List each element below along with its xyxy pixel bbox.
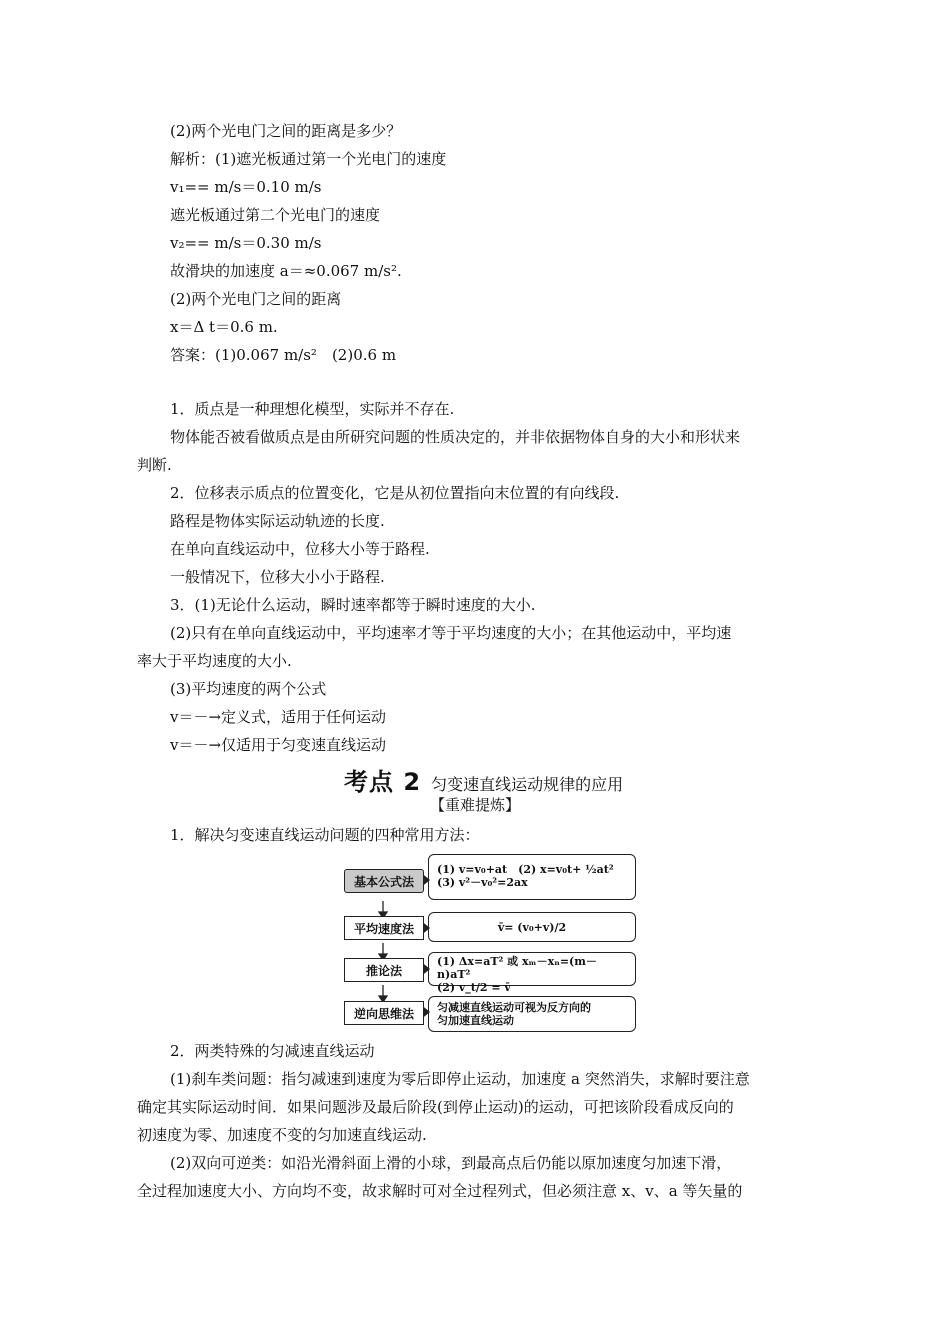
formula-text: 匀减速直线运动可视为反方向的	[437, 1001, 591, 1014]
formula-text: v̄= (v₀+v)/2	[497, 920, 567, 934]
formula-text: (1) v=v₀+at (2) x=v₀t+ ½at²	[437, 863, 614, 876]
text-line: (2)两个光电门之间的距离	[170, 290, 342, 308]
formula-text: (2) v_t/2 = v̄	[437, 981, 511, 994]
text-line: (3)平均速度的两个公式	[170, 680, 327, 698]
formula-box-average	[428, 912, 636, 942]
formula-text: (3) v²－v₀²=2ax	[437, 876, 528, 889]
text-line: 2．两类特殊的匀减速直线运动	[170, 1042, 375, 1060]
formula-line: v＝－→仅适用于匀变速直线运动	[170, 736, 387, 754]
section-heading	[344, 762, 623, 794]
text-line: (2)双向可逆类：如沿光滑斜面上滑的小球，到最高点后仍能以原加速度匀加速下滑，	[170, 1154, 732, 1172]
text-line: x＝Δ t＝0.6 m.	[170, 318, 278, 336]
text-line: 解析：(1)遮光板通过第一个光电门的速度	[170, 150, 447, 168]
text-line: (1)刹车类问题：指匀减速到速度为零后即停止运动，加速度 a 突然消失，求解时要注意	[170, 1070, 750, 1088]
formula-text: (1) Δx=aT² 或 xₘ－xₙ=(m－n)aT²	[437, 955, 597, 981]
method-label-basic-formula: 基本公式法	[344, 869, 424, 893]
formula-box-reverse	[428, 996, 636, 1032]
text-line: 一般情况下，位移大小小于路程.	[170, 568, 385, 586]
formula-box-inference	[428, 952, 636, 994]
text-line: 3．(1)无论什么运动，瞬时速率都等于瞬时速度的大小.	[170, 596, 536, 614]
method-label-inference: 推论法	[344, 958, 424, 982]
section-number: 考点 2	[344, 768, 422, 796]
text-line: 初速度为零、加速度不变的匀加速直线运动.	[137, 1126, 427, 1144]
text-line: 率大于平均速度的大小.	[137, 652, 292, 670]
text-line: (2)只有在单向直线运动中，平均速率才等于平均速度的大小；在其他运动中，平均速	[170, 624, 732, 642]
text-line: v₁== m/s＝0.10 m/s	[170, 178, 322, 196]
text-line: 判断.	[137, 456, 172, 474]
text-line: 全过程加速度大小、方向均不变，故求解时可对全过程列式，但必须注意 x、v、a 等矢量的	[137, 1182, 743, 1200]
formula-text: 匀加速直线运动	[437, 1014, 514, 1027]
method-label-reverse-thinking: 逆向思维法	[344, 1001, 424, 1025]
text-line: v₂== m/s＝0.30 m/s	[170, 234, 322, 252]
text-line: 1．解决匀变速直线运动问题的四种常用方法：	[170, 826, 480, 844]
section-title: 匀变速直线运动规律的应用	[431, 775, 624, 794]
text-line: 物体能否被看做质点是由所研究问题的性质决定的，并非依据物体自身的大小和形状来	[170, 428, 741, 446]
text-line: 1．质点是一种理想化模型，实际并不存在.	[170, 400, 455, 418]
text-line: 2．位移表示质点的位置变化，它是从初位置指向末位置的有向线段.	[170, 484, 620, 502]
methods-flowchart	[340, 852, 640, 1042]
formula-box-basic	[428, 854, 636, 900]
text-line: (2)两个光电门之间的距离是多少？	[170, 122, 402, 140]
text-line: 在单向直线运动中，位移大小等于路程.	[170, 540, 430, 558]
method-label-average-velocity: 平均速度法	[344, 916, 424, 940]
text-line: 故滑块的加速度 a＝≈0.067 m/s².	[170, 262, 402, 280]
formula-line: v＝－→定义式，适用于任何运动	[170, 708, 387, 726]
text-line: 路程是物体实际运动轨迹的长度.	[170, 512, 385, 530]
section-subtitle: 【重难提炼】	[429, 796, 520, 814]
text-line: 遮光板通过第二个光电门的速度	[170, 206, 381, 224]
text-line: 确定其实际运动时间．如果问题涉及最后阶段(到停止运动)的运动，可把该阶段看成反向的	[137, 1098, 734, 1116]
answer-line: 答案：(1)0.067 m/s² (2)0.6 m	[170, 346, 397, 364]
